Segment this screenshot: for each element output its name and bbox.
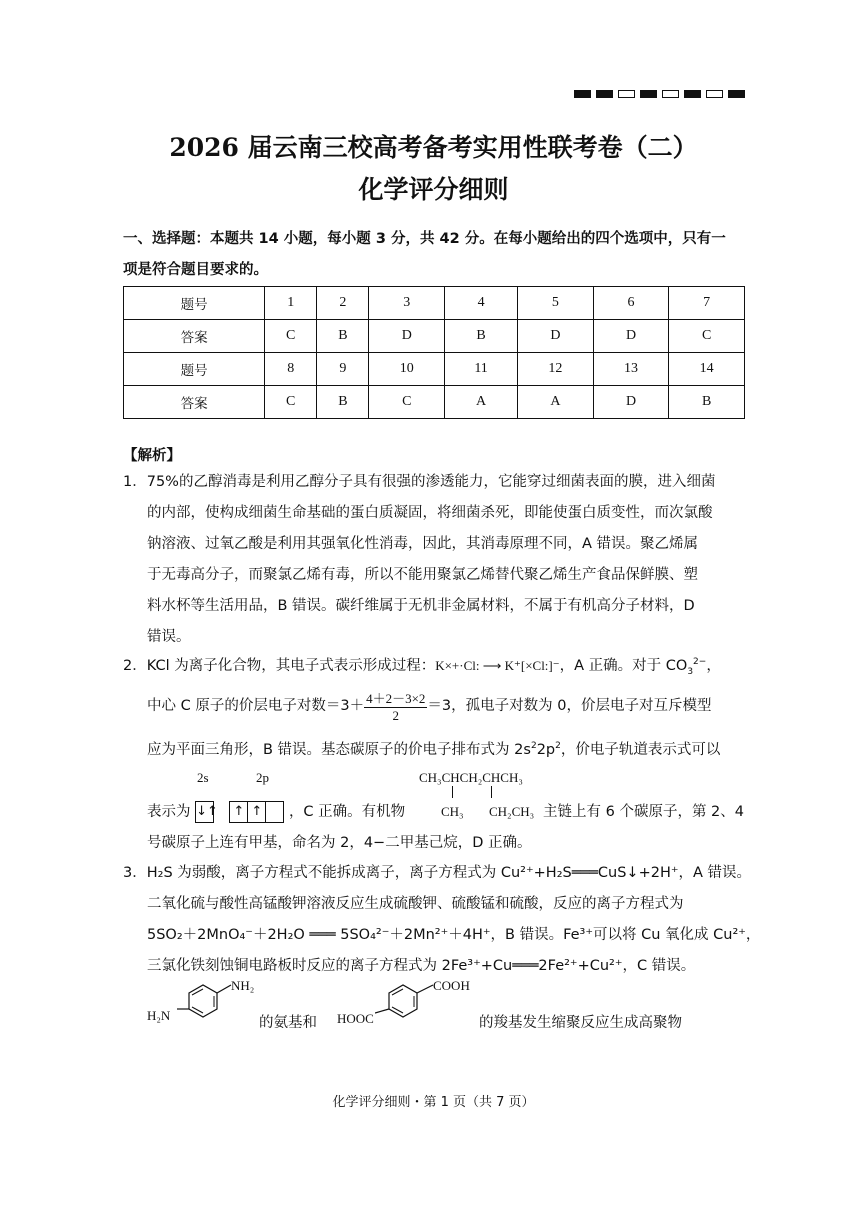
page-subtitle: 化学评分细则 [358,175,509,204]
item-2-line-2 [147,688,711,724]
item-1-line: 的内部，使构成细菌生命基础的蛋白质凝固，将细菌杀死，即能使蛋白质变性，而次氯酸 [147,505,713,521]
item-2-line-1: 2．KCl 为离子化合物，其电子式表示形成过程：K×+·Cl: ⟶ K⁺[×Cl:]⁻，A 正确。对于 $CO_3^{2-}$， [123,657,721,677]
item-2-text: 2p [536,742,556,758]
bond-line [491,786,492,798]
orbital-box-2p-1: ↑ [229,801,248,823]
item-2-text: 2．KCl 为离子化合物，其电子式表示形成过程： [123,658,436,674]
row-label-answer: 答案 [124,320,265,353]
item-2-text: ，C 正确。有机物 [288,804,406,820]
table-cell: 4 [445,287,518,320]
table-cell: 3 [369,287,445,320]
table-cell: C [265,320,317,353]
fraction-numerator: 4＋2－3×2 [364,688,427,708]
table-cell: D [369,320,445,353]
bond-line [452,786,453,798]
table-cell: 8 [265,353,317,386]
item-3-line: 三氯化铁刻蚀铜电路板时反应的离子方程式为 2Fe³⁺+Cu═══2Fe²⁺+Cu²⁺，C 错误。 [147,958,696,974]
kcl-formation-formula: K×+·Cl: ⟶ K⁺[×Cl:]⁻ [435,658,560,673]
diacid-cooh-label: COOH [433,978,470,993]
item-1-line: 1．75%的乙醇消毒是利用乙醇分子具有很强的渗透能力，它能穿过细菌表面的膜，进入细菌 [123,474,716,490]
item-2-text: ，A 正确。对于 CO [559,658,688,674]
item-1-line: 于无毒高分子，而聚氯乙烯有毒，所以不能用聚氯乙烯替代聚乙烯生产食品保鲜膜、塑 [147,567,698,583]
diamine-nh2-label: NH₂ [231,978,255,993]
item-1-line: 料水杯等生活用品，B 错误。碳纤维属于无机非金属材料，不属于有机高分子材料，D [147,598,695,614]
table-cell: 5 [518,287,594,320]
section-1-line-2: 项是符合题目要求的。 [123,262,268,278]
answer-table [123,286,745,419]
orbital-box-2p-3 [266,801,284,823]
fraction-denominator: 2 [392,708,399,723]
filled-mark [574,90,591,98]
table-cell: 6 [593,287,669,320]
filled-mark [640,90,657,98]
table-cell: D [593,386,669,419]
table-cell: B [445,320,518,353]
table-cell: 11 [445,353,518,386]
item-2-text: 主链上有 6 个碳原子，第 2、4 [543,804,745,820]
table-cell: 10 [369,353,445,386]
table-cell: 12 [518,353,594,386]
outline-mark [662,90,679,98]
item-3-line: 二氧化硫与酸性高锰酸钾溶液反应生成硫酸钾、硫酸锰和硫酸，反应的离子方程式为 [147,896,684,912]
table-cell: 7 [669,287,745,320]
item-2-line-3: 应为平面三角形，B 错误。基态碳原子的价电子排布式为 $2s^22p^2$，价电子轨道表示式可以 [147,741,721,758]
benzene-ring-icon [375,979,437,1029]
section-1-instructions [123,224,747,286]
page-title: 2026 届云南三校高考备考实用性联考卷（二） [169,133,698,162]
table-row-questions-1 [124,287,745,320]
orbital-box-2s: ↓↑ [195,801,214,823]
table-cell: 1 [265,287,317,320]
page-corner-marks [574,90,745,98]
item-2-line-4 [147,800,405,823]
diamine-h2n-label: H₂N [147,1008,171,1023]
table-cell: C [669,320,745,353]
page-footer: 化学评分细则・第 1 页（共 7 页） [332,1095,535,1110]
item-1-line: 错误。 [147,629,191,645]
filled-mark [596,90,613,98]
table-cell: 9 [317,353,369,386]
orbital-label-2s: 2s [197,770,209,785]
table-cell: C [369,386,445,419]
table-row-questions-2 [124,353,745,386]
table-cell: D [518,320,594,353]
table-cell: B [317,320,369,353]
table-cell: B [669,386,745,419]
fraction [364,688,427,724]
table-cell: C [265,386,317,419]
orbital-label-2p: 2p [256,770,269,785]
item-3-line: 3．H₂S 为弱酸，离子方程式不能拆成离子，离子方程式为 Cu²⁺+H₂S═══CuS↓+2H⁺，A 错误。 [123,865,752,881]
outline-mark [706,90,723,98]
item-2-text: ， [706,658,721,674]
row-label-question: 题号 [124,287,265,320]
diacid-hooc-label: HOOC [337,1011,374,1026]
item-1-line: 钠溶液、过氧乙酸是利用其强氧化性消毒，因此，其消毒原理不同，A 错误。聚乙烯属 [147,536,699,552]
outline-mark [618,90,635,98]
table-row-answers-1 [124,320,745,353]
row-label-question: 题号 [124,353,265,386]
item-2-text: ，价电子轨道表示式可以 [560,742,721,758]
table-cell: D [593,320,669,353]
table-cell: 13 [593,353,669,386]
row-label-answer: 答案 [124,386,265,419]
item-3-text: 的羧基发生缩聚反应生成高聚物 [479,1015,682,1031]
orbital-box-2p-2: ↑ [248,801,266,823]
item-3-text: 的氨基和 [259,1015,317,1031]
item-2-text: ＝3，孤电子对数为 0，价层电子对互斥模型 [427,698,712,714]
molecule-branch-methyl: CH₃ [441,804,464,819]
table-cell: 14 [669,353,745,386]
table-cell: A [518,386,594,419]
item-3-line: 5SO₂＋2MnO₄⁻＋2H₂O ═══ 5SO₄²⁻＋2Mn²⁺＋4H⁺，B 错误。Fe³⁺可以将 Cu 氧化成 Cu²⁺， [147,927,761,943]
item-2-text: 应为平面三角形，B 错误。基态碳原子的价电子排布式为 2s [147,742,531,758]
table-cell: B [317,386,369,419]
table-cell: 2 [317,287,369,320]
table-cell: A [445,386,518,419]
item-2-text: 表示为 [147,804,191,820]
analysis-heading: 【解析】 [123,448,181,464]
molecule-main-chain: CH₃CHCH₂CHCH₃ [419,770,523,785]
benzene-ring-icon [177,979,235,1029]
filled-mark [728,90,745,98]
item-2-line-5: 号碳原子上连有甲基，命名为 2，4−二甲基己烷，D 正确。 [147,835,532,851]
section-1-line-1: 一、选择题：本题共 14 小题，每小题 3 分，共 42 分。在每小题给出的四个选项中，只有一 [123,231,726,247]
molecule-branch-ethyl: CH₂CH₃ [489,804,535,819]
table-row-answers-2 [124,386,745,419]
filled-mark [684,90,701,98]
item-2-text: 中心 C 原子的价层电子对数＝3＋ [147,698,365,714]
